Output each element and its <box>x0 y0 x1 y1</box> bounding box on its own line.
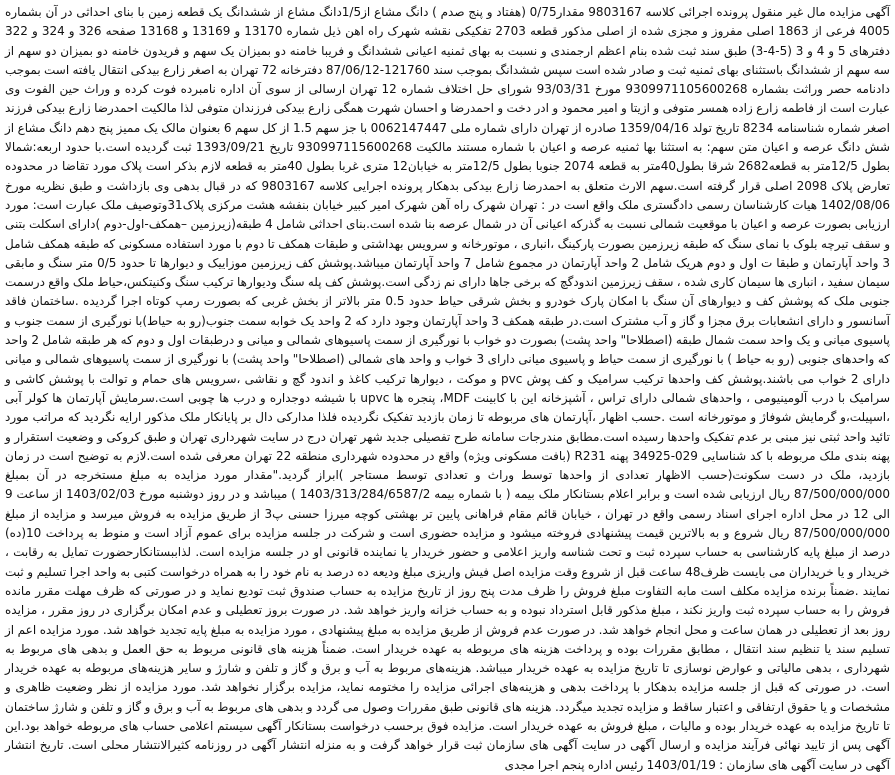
auction-notice-text: آگهی مزایده مال غیر منقول پرونده اجرائی کلاسه 9803167 مقدار0/75 (هفتاد و پنج صدم ) دانگ مشاع از1/5دانگ مشاع از ششدانگ یک قطعه زمین با بنای احداثی در آن بشماره 4005 فرعی از 1863 اصلی مفروز و مجزی شده از اصلی مذکور قطعه 2703 تفکیکی نقشه شهرک راه اهن ذیل شماره 13170 و 13169 و 13168 صفحه 326 و 324 و 322 دفترهای 5 و 4 و 3 (5-4-3) طبق سند ثبت شده بنام اعظم ارجمندی و نسبت به بهای ثمنیه اعیانی ششدانگ و فریبا خامنه دو بمیزان یک سهم و فریدون خامنه دو بمیزان دو سهم از سه سهم از ششدانگ باستثنای بهای ثمنیه ثبت و صادر شده است سپس ششدانگ بموجب سند 121760-87/06/12 دفترخانه 72 تهران به اصغر زارع بیدکی انتقال یافته است بموجب دادنامه حصر وراثت بشماره 9309971105600268 مورخ 93/03/31 شورای حل اختلاف شماره 12 تهران ارسالی از سوی آن اداره نامبرده فوت کرده و وراث حین الفوت وی عبارت است از فاطمه زارع زاده همسر متوفی و ازیتا و امیر محمود و ادر دخت و احمدرضا و احسان شهرت همگی زارع بیدکی فرزندان متوفی لذا مالکیت احمدرضا زارع بیدکی فرزند اصغر شماره شناسنامه 8234 تاریخ تولد 1359/04/16 صادره از تهران دارای شماره ملی 0062147447 با جز سهم 1.5 از کل سهم 6 بعنوان مالک یک ممیز پنج دهم دانگ مشاع از شش دانگ عرصه و اعیان متن سهم: به استثنا بها ثمنیه عرصه و اعیان با شماره مستند مالکیت 93099711560026‌8 تاریخ 1393/09/21 ثبت گردیده است.با حدود اربعه:شمالا بطول 12/5متر به قطعه2682 شرقا بطول40متر به قطعه 2074 جنوبا بطول 12/5متر به خیابان12 متری غربا بطول 40متر به قطعه لازم بذکر است پلاک مورد تقاضا در محدوده تعارض پلاک 2098 اصلی قرار گرفته است.سهم الارث متعلق به احمدرضا زارع بیدکی بدهکار پرونده اجرایی کلاسه 9803167 که در قبال بدهی وی بازداشت و طبق نظریه مورخ 1402/08/06 هیات کارشناسان رسمی دادگستری ملک واقع است در : تهران شهرک راه آهن شهرک امیر کبیر خیابان بنفشه هشت مرکزی پلاک31وتوصیف ملک عبارت است: مورد ارزیابی بصورت عرصه و اعیان با موقعیت شمالی نسبت به گذرکه اعیانی آن در شمال عرصه بنا شده است.بنای احداثی شامل 4 طبقه(زیرزمین –همکف-اول-دوم )دارای اسکلت بتنی و سقف تیرچه بلوک با نمای سنگ که طبقه زیرزمین بصورت پارکینگ ،انباری ، موتورخانه و سرویس بهداشتی و طبقات همکف تا دوم با مورد استفاده مسکونی که طبقه همکف شامل 3 واحد آپارتمان و طبقا ت اول و دوم هریک شامل 2 واحد آپارتمان در مجموع شامل 7 واحد آپارتمان میباشد.پوشش کف زیرزمین موزاییک و دیوارها تا حدود 0/5 متر سنگ و مابقی سیمان سفید ، انباری ها سیمان کاری شده ، سقف زیرزمین اندودگچ که برخی جاها دارای نم زدگی است.پوشش کف پله سنگ ودیوارها ترکیب سنگ وکنیتکس،حیاط ملک واقع درسمت جنوبی ملک که پوشش کف و دیوارهای آن سنگ با امکان پارک خودرو و بخش شرقی حیاط حدود 0.5 متر بالاتر از بخش غربی که بصورت رمپ کوتاه اجرا گردیده .ساختمان فاقد آسانسور و دارای انشعابات برق مجزا و گاز و آب مشترک است.در طبقه همکف 3 واحد آپارتمان وجود دارد که 2 واحد یک خوابه سمت جنوب(رو به حیاط)با نورگیری از سمت جنوب و پاسیوی میانی و یک واحد سمت شمال طبقه (اصطلاحا" واحد پشت) بصورت دو خواب با نورگیری از سمت پاسیوهای شمالی و میانی و درطبقات اول و دوم که هر طبقه شامل 2 واحد که واحدهای جنوبی (رو به حیاط ) با نورگیری از سمت حیاط و پاسیوی میانی دارای 3 خواب و واحد های شمالی (اصطلاحا" واحد پشت) با نورگیری از سمت پاسیوهای شمالی و میانی دارای 2 خواب می باشند.پوشش کف واحدها ترکیب سرامیک و کف پوش pvc و موکت ، دیوارها ترکیب کاغذ و اندود گچ و نقاشی ،سرویس های حمام و توالت با پوشش کاشی و سرامیک با درب آلومینیومی ، واحدهای شمالی دارای تراس ، آشپزخانه این با کابینت MDF، پنجره ها upvc با شیشه دوجداره و درب ها چوبی است.سرمایش آپارتمان ها کولر آبی ،اسپیلت،و گرمایش شوفاژ و موتورخانه است .حسب اظهار ،آپارتمان های مربوطه تا زمان بازدید تفکیک نگردیده فلذا مدارکی دال بر پایانکار ملک مذکور ارایه نگردید که مراتب مورد تائید واحد ثبتی نیز مبنی بر عدم تفکیک واحدها رسیده است.مطابق مندرجات سامانه طرح تفصیلی جدید شهر تهران درج در سایت شهرداری تهران و طبق کروکی و وضعیت استقرار و پهنه بندی ملک مربوطه با کد شناسایی 029-34925 پهنه R231 (بافت مسکونی ویژه) واقع در محدوده شهرداری منطقه 22 تهران معرفی شده است.لازم به توضیح است در زمان بازدید، ملک در دست سکونت(حسب الاظهار تعدادی از واحدها توسط وراث و تعدادی توسط مستاجر )ابراز گردید."مقدار مورد مزایده به مبلغ مستخرجه در آن بمبلغ 87/500/000/000 ریال ارزیابی شده است و برابر اعلام بستانکار ملک بیمه ( با شماره بیمه 1403/313/284/6587/2 ) میباشد و در روز دوشنبه مورخ 1403/02/03 از ساعت 9 الی 12 در محل اداره اجرای اسناد رسمی واقع در تهران ، خیابان قائم مقام فراهانی پایین تر بهشتی کوچه میرزا حسنی پ3 از طریق مزایده به فروش میرسد و مزایده از مبلغ 87/500/000/000 ریال شروع و به بالاترین قیمت پیشنهادی فروخته میشود و مزایده حضوری است و شرکت در جلسه مزایده برای عموم آزاد است و منوط به پرداخت 10(ده) درصد از مبلغ پایه کارشناسی به حساب سپرده ثبت و تحت شناسه واریز اعلامی و حضور خریدار یا نماینده قانونی او در جلسه مزایده است. لذاببستانکارحضورت تمایل به رقابت ، خریدار و یا خریداران می بایست ظرف48 ساعت قبل از شروع وقت مزایده اصل فیش واریزی مبلغ ودیعه ده درصد به نام خود را به همراه درخواست کتبی به واحد اجرا تسلیم و ثبت نمایند .ضمناً برنده مزایده مکلف است مابه التفاوت مبلغ فروش را ظرف مدت پنج روز از تاریخ مزایده به حساب صندوق ثبت تودیع نماید و در صورتی که ظرف مهلت مقرر مانده فروش را به حساب سپرده ثبت واریز نکند ، مبلغ مذکور قابل استرداد نبوده و به حساب خزانه واریز خواهد شد. در صورت بروز تعطیلی و عدم امکان برگزاری در روز مقرر ، مزایده روز بعد از تعطیلی در همان ساعت و محل انجام خواهد شد. در صورت عدم فروش از طریق مزایده به مبلغ پیشنهادی ، مورد مزایده به مبلغ پایه تجدید خواهد شد. مورد مزایده اعم از تسلیم سند یا تنظیم سند انتقال ، مطابق مقررات بوده و پرداخت هزینه های مربوطه به عهده خریدار است. ضمناً هزینه های قانونی مربوط به حق العمل و بدهی های مربوط به شهرداری ، بدهی مالیاتی و عوارض نوسازی تا تاریخ مزایده به عهده خریدار میباشد. هزینه‌های مربوط به آب و برق و گاز و تلفن و شارژ و سایر هزینه‌های مربوطه به عهده خریدار است. در صورتی که قبل از جلسه مزایده بدهکار با پرداخت بدهی و هزینه‌های اجرائی مزایده را مختومه نماید، مزایده برگزار نخواهد شد. مورد مزایده از نظر وضعیت ظاهری و مشخصات و یا حقوق ارتفاقی و اعتبار ساقط و مزایده تجدید میگردد. هزینه های قانونی طبق مقررات وصول می گردد و بدهی های مربوط به آب و برق و گاز و تلفن و شارژ ساختمان تا تاریخ مزایده به عهده خریدار بوده و مالیات ، مبلغ فروش به عهده خریدار است. مزایده فوق برحسب درخواست بستانکار آگهی سیستم اعلامی حساب های مربوطه خواهد بود.این آگهی پس از تایید نهائی فرآیند مزایده و ارسال آگهی در سایت آگهی های سازمان ثبت قرار خواهد گرفت و به منزله انتشار آگهی در روزنامه کثیرالانتشار محلی است. تاریخ انتشار آگهی در سایت آگهی های سازمان : 1403/01/19 رئیس اداره پنجم اجرا مجدی <box>5 5 891 772</box>
